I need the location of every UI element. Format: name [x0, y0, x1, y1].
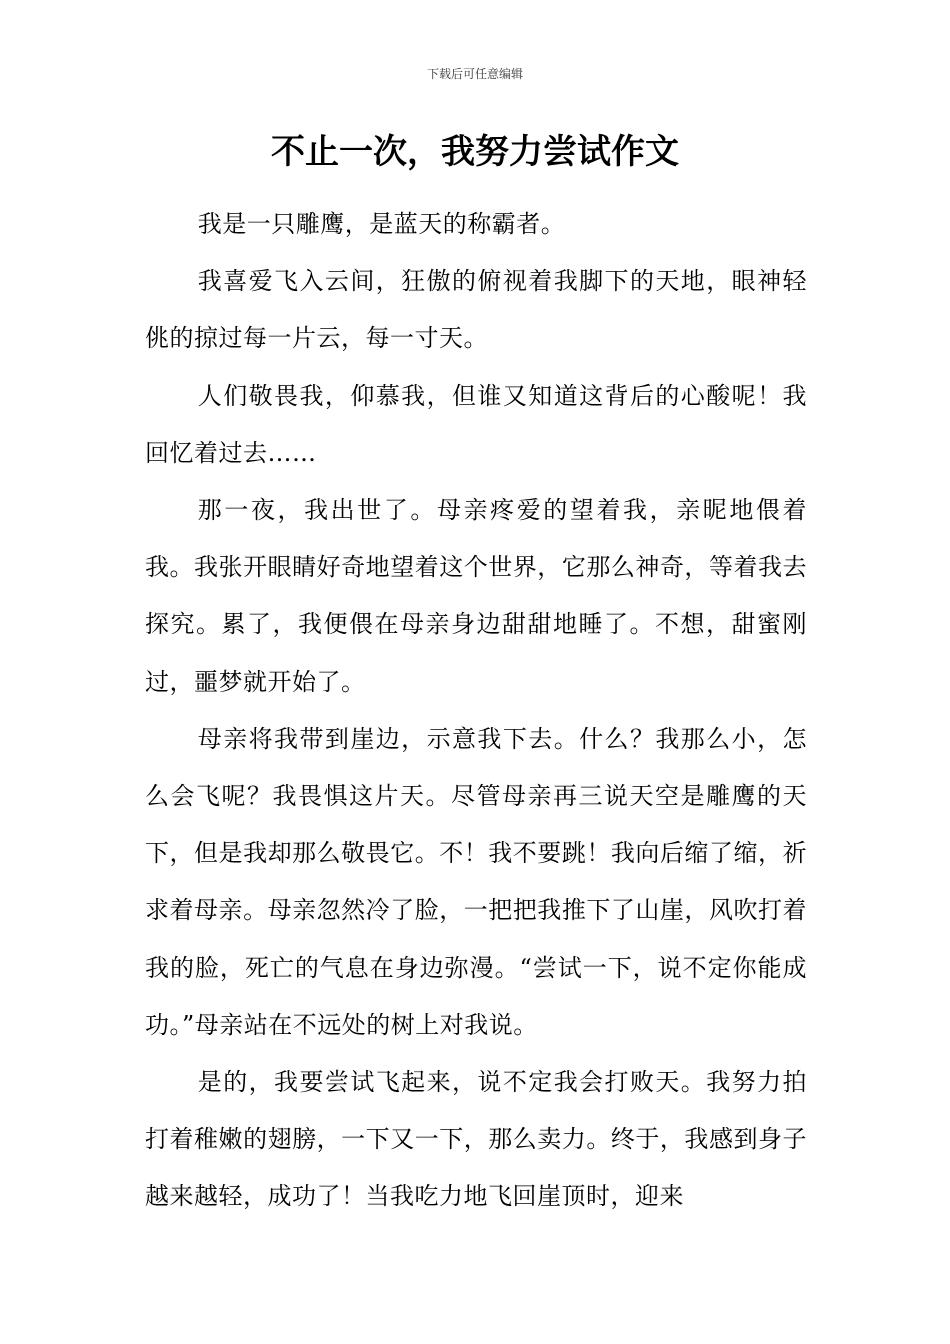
document-body: [145, 196, 807, 1226]
paragraph: 我是一只雕鹰，是蓝天的称霸者。: [197, 210, 566, 238]
header-note: 下载后可任意编辑: [426, 67, 523, 81]
paragraph: 人们敬畏我，仰慕我，但谁又知道这背后的心酸呢！我回忆着过去……: [145, 381, 807, 467]
paragraph: 是的，我要尝试飞起来，说不定我会打败天。我努力拍打着稚嫩的翅膀，一下又一下，那么卖力。终于，我感到身子越来越轻，成功了！当我吃力地飞回崖顶时，迎来: [145, 1068, 807, 1211]
paragraph: 母亲将我带到崖边，示意我下去。什么？我那么小，怎么会飞呢？我畏惧这片天。尽管母亲再三说天空是雕鹰的天下，但是我却那么敬畏它。不！我不要跳！我向后缩了缩，祈求着母亲。母亲忽然冷了脸，一把把我推下了山崖，风吹打着我的脸，死亡的气息在身边弥漫。“尝试一下，说不定你能成功。”母亲站在不远处的树上对我说。: [145, 724, 807, 1039]
paragraph: 那一夜，我出世了。母亲疼爱的望着我，亲昵地偎着我。我张开眼睛好奇地望着这个世界，它那么神奇，等着我去探究。累了，我便偎在母亲身边甜甜地睡了。不想，甜蜜刚过，噩梦就开始了。: [145, 496, 807, 696]
paragraph: 我喜爱飞入云间，狂傲的俯视着我脚下的天地，眼神轻佻的掠过每一片云，每一寸天。: [145, 267, 807, 353]
document-title: 不止一次，我努力尝试作文: [271, 132, 679, 172]
